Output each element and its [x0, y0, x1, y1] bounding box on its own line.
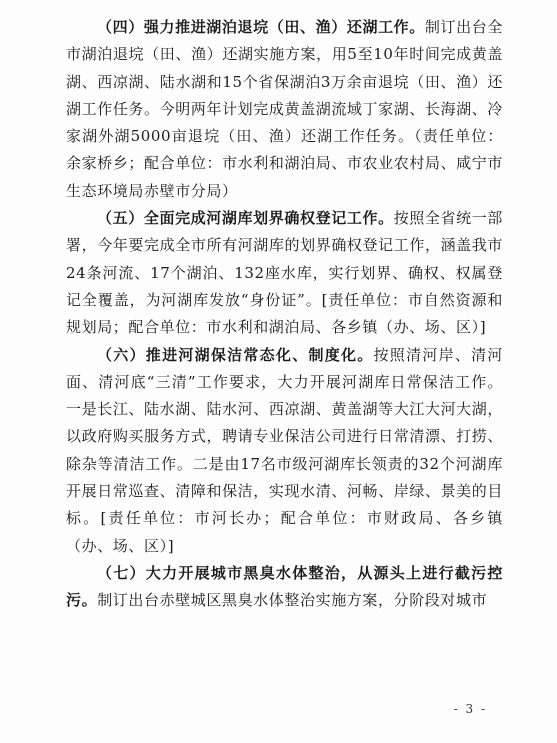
section-7-body: 制订出台赤壁城区黑臭水体整治实施方案，分阶段对城市 — [97, 591, 488, 610]
section-4-paragraph — [66, 14, 503, 205]
section-5-paragraph — [66, 205, 503, 341]
section-7-paragraph — [66, 560, 503, 615]
section-4-heading: （四）强力推进湖泊退垸（田、渔）还湖工作。 — [97, 18, 425, 36]
section-6-body: 按照清河岸、清河面、清河底“三清”工作要求，大力开展河湖库日常保洁工作。一是长江、陆水湖、陆水河、西凉湖、黄盖湖等大江大河大湖，以政府购买服务方式，聘请专业保洁公司进行日常清漂、打捞、除杂等清洁工作。二是由17名市级河湖库长领责的32个河湖库开展日常巡查、清障和保洁，实现水清、河畅、岸绿、景美的目标。[责任单位：市河长办；配合单位：市财政局、各乡镇（办、场、区）] — [66, 345, 503, 555]
section-5-heading: （五）全面完成河湖库划界确权登记工作。 — [97, 209, 394, 228]
section-6-paragraph — [66, 342, 503, 560]
document-body — [66, 14, 503, 615]
section-5-body: 按照全省统一部署，今年要完成全市所有河湖库的划界确权登记工作，涵盖我市24条河流、17个湖泊、132座水库，实行划界、确权、权属登记全覆盖，为河湖库发放“身份证”。[责任单位：市自然资源和规划局；配合单位：市水利和湖泊局、各乡镇（办、场、区）] — [66, 209, 503, 337]
section-7-heading: （七）大力开展城市黑臭水体整治，从源头上进行截污控污。 — [66, 563, 503, 610]
section-6-heading: （六）推进河湖保洁常态化、制度化。 — [97, 345, 374, 364]
page-number: - 3 - — [453, 702, 487, 716]
section-4-body: 制订出台全市湖泊退垸（田、渔）还湖实施方案，用5至10年时间完成黄盖湖、西凉湖、陆水湖和15个省保湖泊3万余亩退垸（田、渔）还湖工作任务。今明两年计划完成黄盖湖流域丁家湖、长海湖、冷家湖外湖5000亩退垸（田、渔）还湖工作任务。（责任单位：余家桥乡；配合单位：市水利和湖泊局、市农业农村局、咸宁市生态环境局赤壁市分局） — [66, 18, 503, 200]
